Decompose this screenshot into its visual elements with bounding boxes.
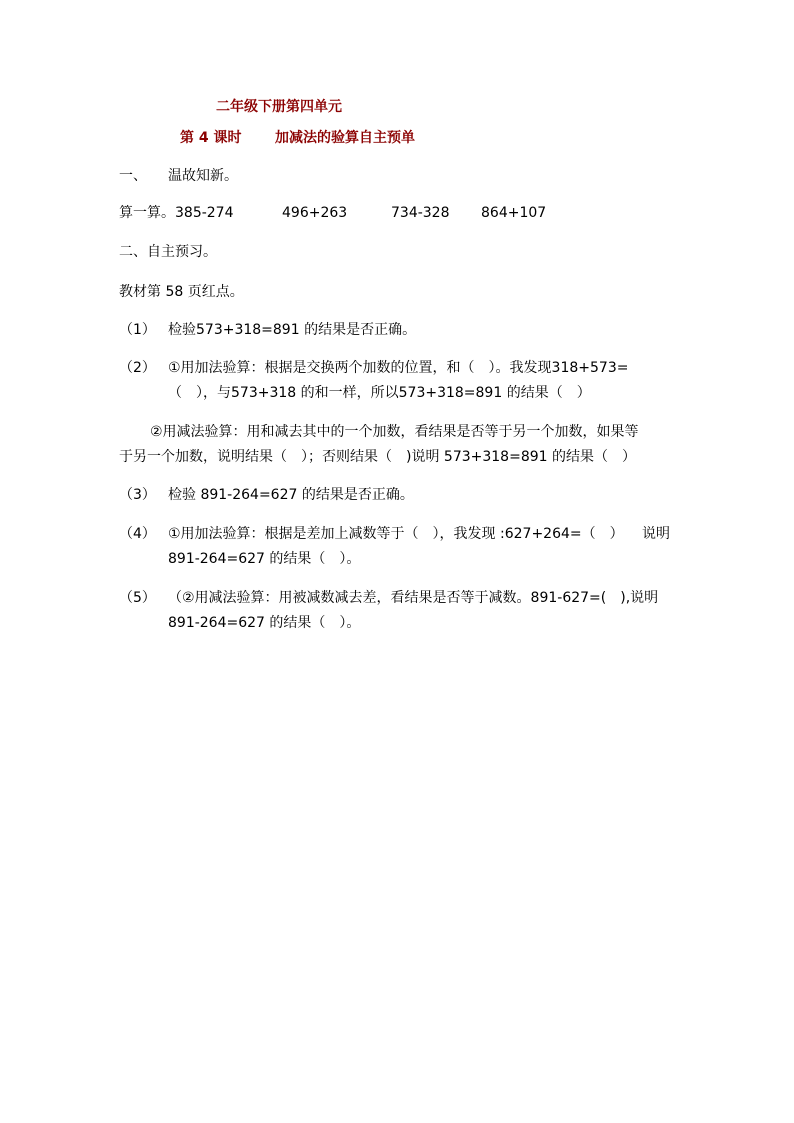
section-2-title: 二、自主预习。 [119,244,217,260]
calc-problem-4: 864+107 [481,205,547,221]
calc-problem-1: 算一算。385-274 [119,205,234,221]
item-text: （②用减法验算：用被减数减去差，看结果是否等于减数。891-627=( ),说明 [168,590,659,606]
item-text: ①用加法验算：根据是差加上减数等于（ ），我发现 :627+264=（ ） [168,526,624,542]
item-text-continued: 891-264=627 的结果（ ）。 [168,551,361,567]
item-text: 检验 891-264=627 的结果是否正确。 [168,487,414,503]
worksheet-title: 二年级下册第四单元 [216,99,342,115]
item-text: 检验573+318=891 的结果是否正确。 [168,322,417,338]
item-text: ①用加法验算：根据是交换两个加数的位置，和（ ）。我发现318+573= [168,360,629,376]
lesson-number: 第 4 课时 [180,130,242,146]
item-number: （3） [119,487,156,503]
item-text-continued: 891-264=627 的结果（ ）。 [168,615,361,631]
item-text: ②用减法验算：用和减去其中的一个加数，看结果是否等于另一个加数，如果等 [150,424,639,440]
item-number: （5） [119,590,156,606]
calc-problem-2: 496+263 [282,205,348,221]
item-number: （1） [119,322,156,338]
calc-problem-3: 734-328 [391,205,450,221]
textbook-note: 教材第 58 页红点。 [119,284,244,300]
item-text-suffix: 说明 [642,526,670,542]
item-text-continued: （ ），与573+318 的和一样，所以573+318=891 的结果（ ） [168,385,591,401]
item-number: （2） [119,360,156,376]
lesson-topic: 加减法的验算自主预单 [275,130,415,146]
item-text-continued: 于另一个加数，说明结果（ ）；否则结果（ )说明 573+318=891 的结果（ ） [119,449,636,465]
item-number: （4） [119,526,156,542]
section-1-number: 一、 [119,168,147,184]
section-1-title: 温故知新。 [168,168,238,184]
